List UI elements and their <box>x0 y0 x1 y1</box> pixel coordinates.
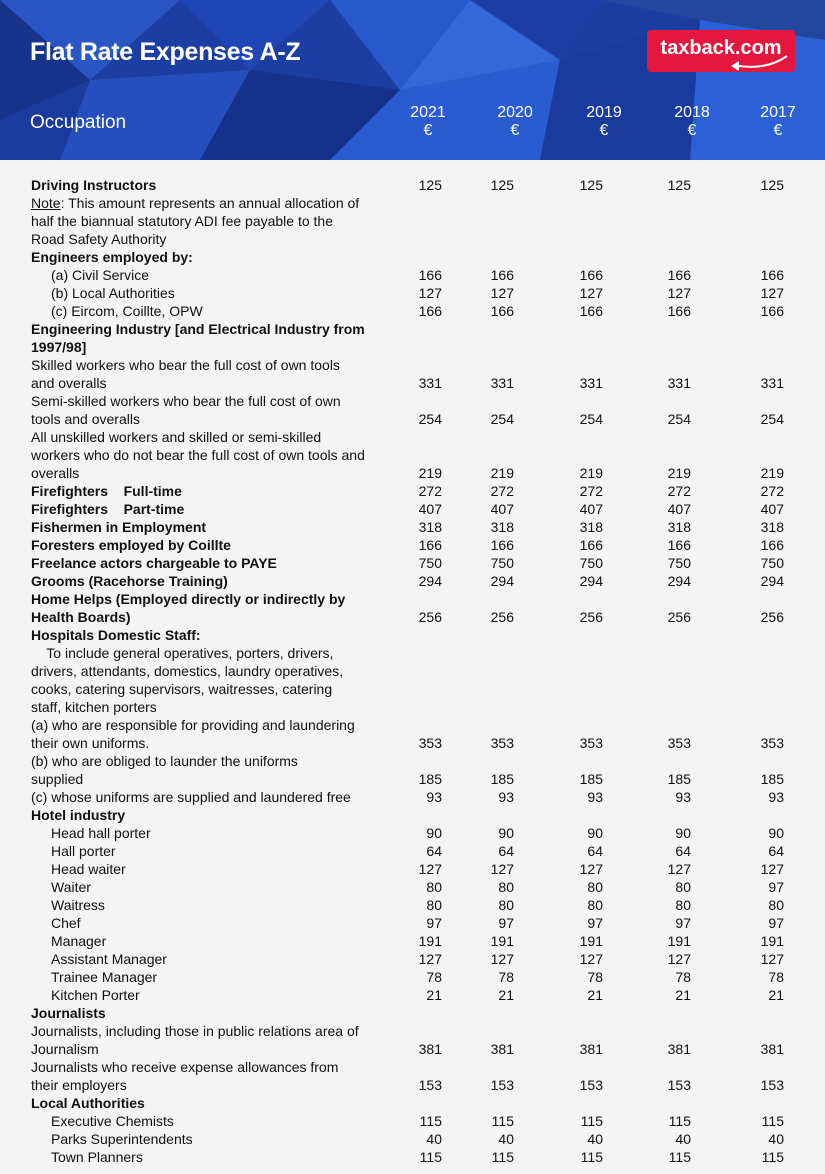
value-cell-2019: 750 <box>579 555 603 571</box>
occupation-column-header: Occupation <box>30 112 127 133</box>
value-cell-2021: 272 <box>418 483 442 499</box>
value-cell-2021: 125 <box>418 177 442 193</box>
table-row <box>0 176 825 194</box>
value-cell-2019: 93 <box>587 789 603 805</box>
value-cell-2020: 64 <box>498 843 514 859</box>
table-row <box>0 1148 825 1166</box>
value-cell-2017: 127 <box>760 285 784 301</box>
value-cell-2018: 353 <box>667 735 691 751</box>
value-cell-2017: 40 <box>768 1131 784 1147</box>
row-label: (b) who are obliged to launder the uniforms <box>31 753 298 769</box>
value-cell-2021: 78 <box>426 969 442 985</box>
row-label: Head hall porter <box>51 825 151 841</box>
value-cell-2020: 93 <box>498 789 514 805</box>
value-cell-2020: 353 <box>490 735 514 751</box>
value-cell-2018: 125 <box>667 177 691 193</box>
value-cell-2017: 750 <box>760 555 784 571</box>
value-cell-2020: 407 <box>490 501 514 517</box>
table-row <box>0 1022 825 1058</box>
row-label: tools and overalls <box>31 411 140 427</box>
value-cell-2017: 97 <box>768 915 784 931</box>
table-row <box>0 896 825 914</box>
value-cell-2017: 127 <box>760 951 784 967</box>
value-cell-2018: 21 <box>675 987 691 1003</box>
logo-swoosh-icon <box>647 30 795 72</box>
table-row <box>0 572 825 590</box>
value-cell-2017: 191 <box>760 933 784 949</box>
value-cell-2021: 256 <box>418 609 442 625</box>
row-label: Trainee Manager <box>51 969 158 985</box>
value-cell-2021: 254 <box>418 411 442 427</box>
row-label: Head waiter <box>51 861 126 877</box>
value-cell-2021: 191 <box>418 933 442 949</box>
page-header <box>0 0 825 160</box>
value-cell-2021: 40 <box>426 1131 442 1147</box>
row-label: Engineering Industry [and Electrical Industry from <box>31 321 365 337</box>
table-row <box>0 302 825 320</box>
value-cell-2020: 318 <box>490 519 514 535</box>
row-label: Home Helps (Employed directly or indirectly by <box>31 591 346 607</box>
value-cell-2019: 331 <box>579 375 603 391</box>
table-row <box>0 590 825 626</box>
value-cell-2019: 166 <box>579 267 603 283</box>
value-cell-2017: 127 <box>760 861 784 877</box>
table-row <box>0 824 825 842</box>
value-cell-2017: 353 <box>760 735 784 751</box>
value-cell-2020: 185 <box>490 771 514 787</box>
year-header-2017: 2017 € <box>760 104 796 139</box>
row-label: All unskilled workers and skilled or semi-skilled <box>31 429 322 445</box>
row-label: cooks, catering supervisors, waitresses, catering <box>31 681 333 697</box>
value-cell-2017: 185 <box>760 771 784 787</box>
row-label: Kitchen Porter <box>51 987 140 1003</box>
value-cell-2021: 166 <box>418 537 442 553</box>
row-label: staff, kitchen porters <box>31 699 157 715</box>
value-cell-2018: 127 <box>667 861 691 877</box>
value-cell-2020: 191 <box>490 933 514 949</box>
value-cell-2019: 115 <box>580 1149 603 1165</box>
row-label: 1997/98] <box>31 339 87 355</box>
table-row <box>0 428 825 482</box>
value-cell-2020: 750 <box>490 555 514 571</box>
value-cell-2020: 256 <box>490 609 514 625</box>
table-row <box>0 968 825 986</box>
value-cell-2019: 125 <box>579 177 603 193</box>
value-cell-2020: 331 <box>490 375 514 391</box>
value-cell-2019: 272 <box>579 483 603 499</box>
row-label: overalls <box>31 465 80 481</box>
row-label: Engineers employed by: <box>31 249 193 265</box>
value-cell-2021: 166 <box>418 267 442 283</box>
value-cell-2019: 185 <box>579 771 603 787</box>
value-cell-2020: 254 <box>490 411 514 427</box>
value-cell-2020: 381 <box>490 1041 514 1057</box>
row-label: (a) Civil Service <box>51 267 150 283</box>
value-cell-2019: 256 <box>579 609 603 625</box>
row-label: Waiter <box>51 879 91 895</box>
value-cell-2018: 407 <box>667 501 691 517</box>
table-row <box>0 284 825 302</box>
table-row <box>0 356 825 392</box>
table-row <box>0 986 825 1004</box>
value-cell-2017: 272 <box>760 483 784 499</box>
value-cell-2019: 294 <box>579 573 603 589</box>
value-cell-2019: 318 <box>579 519 603 535</box>
value-cell-2020: 127 <box>490 951 514 967</box>
value-cell-2017: 331 <box>760 375 784 391</box>
table-row <box>0 482 825 500</box>
value-cell-2018: 127 <box>667 285 691 301</box>
value-cell-2018: 80 <box>675 879 691 895</box>
value-cell-2019: 64 <box>587 843 603 859</box>
rate-table <box>0 176 825 1166</box>
row-label: Firefighters Full-time <box>31 483 182 499</box>
value-cell-2021: 153 <box>418 1077 442 1093</box>
value-cell-2018: 64 <box>675 843 691 859</box>
value-cell-2020: 294 <box>490 573 514 589</box>
value-cell-2017: 115 <box>761 1149 784 1165</box>
value-cell-2019: 78 <box>587 969 603 985</box>
value-cell-2021: 127 <box>418 861 442 877</box>
table-row <box>0 950 825 968</box>
value-cell-2018: 294 <box>667 573 691 589</box>
table-row <box>0 914 825 932</box>
value-cell-2021: 185 <box>418 771 442 787</box>
row-label: their own uniforms. <box>31 735 150 751</box>
value-cell-2019: 254 <box>579 411 603 427</box>
row-label: Manager <box>51 933 107 949</box>
table-row <box>0 1004 825 1022</box>
table-row <box>0 860 825 878</box>
year-header-2018: 2018 € <box>674 104 710 139</box>
value-cell-2017: 166 <box>760 303 784 319</box>
row-label: drivers, attendants, domestics, laundry operatives, <box>31 663 344 679</box>
value-cell-2020: 78 <box>498 969 514 985</box>
value-cell-2019: 166 <box>579 537 603 553</box>
value-cell-2021: 318 <box>418 519 442 535</box>
value-cell-2018: 254 <box>667 411 691 427</box>
value-cell-2020: 219 <box>490 465 514 481</box>
value-cell-2021: 64 <box>426 843 442 859</box>
value-cell-2017: 256 <box>760 609 784 625</box>
value-cell-2017: 381 <box>760 1041 784 1057</box>
value-cell-2021: 90 <box>426 825 442 841</box>
value-cell-2019: 97 <box>587 915 603 931</box>
value-cell-2019: 127 <box>579 861 603 877</box>
value-cell-2019: 219 <box>579 465 603 481</box>
row-label: Health Boards) <box>31 609 131 625</box>
value-cell-2021: 115 <box>419 1149 442 1165</box>
value-cell-2020: 125 <box>490 177 514 193</box>
value-cell-2018: 78 <box>675 969 691 985</box>
value-cell-2020: 90 <box>498 825 514 841</box>
value-cell-2018: 115 <box>668 1149 691 1165</box>
table-row <box>0 500 825 518</box>
value-cell-2020: 127 <box>490 285 514 301</box>
value-cell-2019: 153 <box>579 1077 603 1093</box>
value-cell-2017: 115 <box>761 1113 784 1129</box>
value-cell-2020: 166 <box>490 303 514 319</box>
value-cell-2017: 166 <box>760 537 784 553</box>
value-cell-2019: 80 <box>587 879 603 895</box>
value-cell-2017: 21 <box>768 987 784 1003</box>
value-cell-2020: 127 <box>490 861 514 877</box>
value-cell-2021: 127 <box>418 951 442 967</box>
value-cell-2018: 272 <box>667 483 691 499</box>
value-cell-2017: 219 <box>760 465 784 481</box>
table-row <box>0 1094 825 1112</box>
row-label: Skilled workers who bear the full cost of own tools <box>31 357 340 373</box>
value-cell-2020: 166 <box>490 537 514 553</box>
row-label: Freelance actors chargeable to PAYE <box>31 555 277 571</box>
value-cell-2020: 115 <box>491 1149 514 1165</box>
value-cell-2018: 191 <box>667 933 691 949</box>
value-cell-2020: 80 <box>498 897 514 913</box>
table-row <box>0 1130 825 1148</box>
value-cell-2020: 166 <box>490 267 514 283</box>
value-cell-2017: 166 <box>760 267 784 283</box>
value-cell-2018: 331 <box>667 375 691 391</box>
value-cell-2018: 185 <box>667 771 691 787</box>
table-row <box>0 716 825 752</box>
row-label: Executive Chemists <box>51 1113 174 1129</box>
row-label: Assistant Manager <box>51 951 167 967</box>
value-cell-2021: 381 <box>418 1041 442 1057</box>
row-label: Local Authorities <box>31 1095 145 1111</box>
table-row <box>0 320 825 356</box>
row-label: Parks Superintendents <box>51 1131 193 1147</box>
taxback-logo <box>647 30 795 72</box>
value-cell-2021: 115 <box>419 1113 442 1129</box>
value-cell-2018: 93 <box>675 789 691 805</box>
value-cell-2020: 272 <box>490 483 514 499</box>
row-label: Semi-skilled workers who bear the full cost of own <box>31 393 341 409</box>
row-label: Journalists <box>31 1005 106 1021</box>
row-label: (b) Local Authorities <box>51 285 175 301</box>
value-cell-2018: 750 <box>667 555 691 571</box>
row-label: supplied <box>31 771 84 787</box>
table-row <box>0 842 825 860</box>
value-cell-2017: 125 <box>760 177 784 193</box>
table-row <box>0 248 825 266</box>
row-label: Chef <box>51 915 81 931</box>
row-label: Journalism <box>31 1041 99 1057</box>
year-header-2019: 2019 € <box>586 104 622 139</box>
value-cell-2019: 407 <box>579 501 603 517</box>
value-cell-2021: 166 <box>418 303 442 319</box>
value-cell-2020: 80 <box>498 879 514 895</box>
value-cell-2019: 90 <box>587 825 603 841</box>
row-label: Note: This amount represents an annual allocation of <box>31 195 360 211</box>
table-row <box>0 626 825 644</box>
value-cell-2017: 318 <box>760 519 784 535</box>
row-label: Driving Instructors <box>31 177 157 193</box>
value-cell-2019: 115 <box>580 1113 603 1129</box>
value-cell-2021: 80 <box>426 897 442 913</box>
value-cell-2018: 381 <box>667 1041 691 1057</box>
row-label: Waitress <box>51 897 105 913</box>
value-cell-2021: 407 <box>418 501 442 517</box>
table-row <box>0 518 825 536</box>
page-title: Flat Rate Expenses A-Z <box>30 38 301 66</box>
value-cell-2021: 331 <box>418 375 442 391</box>
row-label: Road Safety Authority <box>31 231 167 247</box>
table-row <box>0 806 825 824</box>
value-cell-2017: 64 <box>768 843 784 859</box>
value-cell-2021: 219 <box>418 465 442 481</box>
value-cell-2021: 353 <box>418 735 442 751</box>
row-label: (c) Eircom, Coillte, OPW <box>51 303 203 319</box>
row-label: and overalls <box>31 375 107 391</box>
row-label: Fishermen in Employment <box>31 519 207 535</box>
value-cell-2019: 21 <box>587 987 603 1003</box>
value-cell-2021: 97 <box>426 915 442 931</box>
value-cell-2019: 127 <box>579 285 603 301</box>
table-row <box>0 644 825 716</box>
table-row <box>0 1112 825 1130</box>
value-cell-2017: 90 <box>768 825 784 841</box>
row-label: Journalists who receive expense allowances from <box>31 1059 339 1075</box>
year-header-2021: 2021 € <box>410 104 446 139</box>
value-cell-2018: 127 <box>667 951 691 967</box>
table-row <box>0 1058 825 1094</box>
value-cell-2017: 153 <box>760 1077 784 1093</box>
value-cell-2018: 166 <box>667 303 691 319</box>
value-cell-2018: 166 <box>667 537 691 553</box>
row-label: Firefighters Part-time <box>31 501 185 517</box>
row-label: To include general operatives, porters, drivers, <box>31 645 334 661</box>
value-cell-2020: 40 <box>498 1131 514 1147</box>
row-label: Hospitals Domestic Staff: <box>31 627 201 643</box>
row-label: Hall porter <box>51 843 116 859</box>
table-row <box>0 266 825 284</box>
value-cell-2019: 166 <box>579 303 603 319</box>
value-cell-2021: 750 <box>418 555 442 571</box>
row-label: (a) who are responsible for providing and laundering <box>31 717 355 733</box>
value-cell-2018: 153 <box>667 1077 691 1093</box>
logo-text: taxback.com <box>660 37 782 59</box>
row-label: Hotel industry <box>31 807 126 823</box>
value-cell-2018: 166 <box>667 267 691 283</box>
value-cell-2021: 21 <box>426 987 442 1003</box>
row-label: Town Planners <box>51 1149 143 1165</box>
value-cell-2021: 294 <box>418 573 442 589</box>
value-cell-2017: 254 <box>760 411 784 427</box>
value-cell-2018: 256 <box>667 609 691 625</box>
value-cell-2017: 407 <box>760 501 784 517</box>
value-cell-2017: 93 <box>768 789 784 805</box>
row-label: Foresters employed by Coillte <box>31 537 231 553</box>
value-cell-2019: 80 <box>587 897 603 913</box>
value-cell-2018: 97 <box>675 915 691 931</box>
row-label: Grooms (Racehorse Training) <box>31 573 228 589</box>
value-cell-2020: 97 <box>498 915 514 931</box>
value-cell-2020: 115 <box>491 1113 514 1129</box>
value-cell-2019: 40 <box>587 1131 603 1147</box>
value-cell-2021: 80 <box>426 879 442 895</box>
value-cell-2019: 127 <box>579 951 603 967</box>
table-row <box>0 752 825 788</box>
table-row <box>0 554 825 572</box>
value-cell-2020: 153 <box>490 1077 514 1093</box>
table-row <box>0 392 825 428</box>
table-row <box>0 878 825 896</box>
table-row <box>0 536 825 554</box>
year-header-2020: 2020 € <box>497 104 533 139</box>
value-cell-2019: 191 <box>579 933 603 949</box>
value-cell-2020: 21 <box>498 987 514 1003</box>
table-row <box>0 788 825 806</box>
row-label: their employers <box>31 1077 127 1093</box>
value-cell-2021: 93 <box>426 789 442 805</box>
table-row <box>0 932 825 950</box>
row-label: Journalists, including those in public relations area of <box>31 1023 359 1039</box>
row-label: (c) whose uniforms are supplied and laundered free <box>31 789 351 805</box>
row-label: half the biannual statutory ADI fee payable to the <box>31 213 333 229</box>
value-cell-2019: 353 <box>579 735 603 751</box>
value-cell-2018: 40 <box>675 1131 691 1147</box>
value-cell-2018: 318 <box>667 519 691 535</box>
value-cell-2021: 127 <box>418 285 442 301</box>
value-cell-2018: 219 <box>667 465 691 481</box>
value-cell-2018: 90 <box>675 825 691 841</box>
value-cell-2017: 78 <box>768 969 784 985</box>
value-cell-2017: 80 <box>768 897 784 913</box>
table-row <box>0 194 825 248</box>
value-cell-2017: 294 <box>760 573 784 589</box>
value-cell-2017: 97 <box>768 879 784 895</box>
row-label: workers who do not bear the full cost of own tools and <box>31 447 365 463</box>
value-cell-2018: 80 <box>675 897 691 913</box>
value-cell-2018: 115 <box>668 1113 691 1129</box>
value-cell-2019: 381 <box>579 1041 603 1057</box>
